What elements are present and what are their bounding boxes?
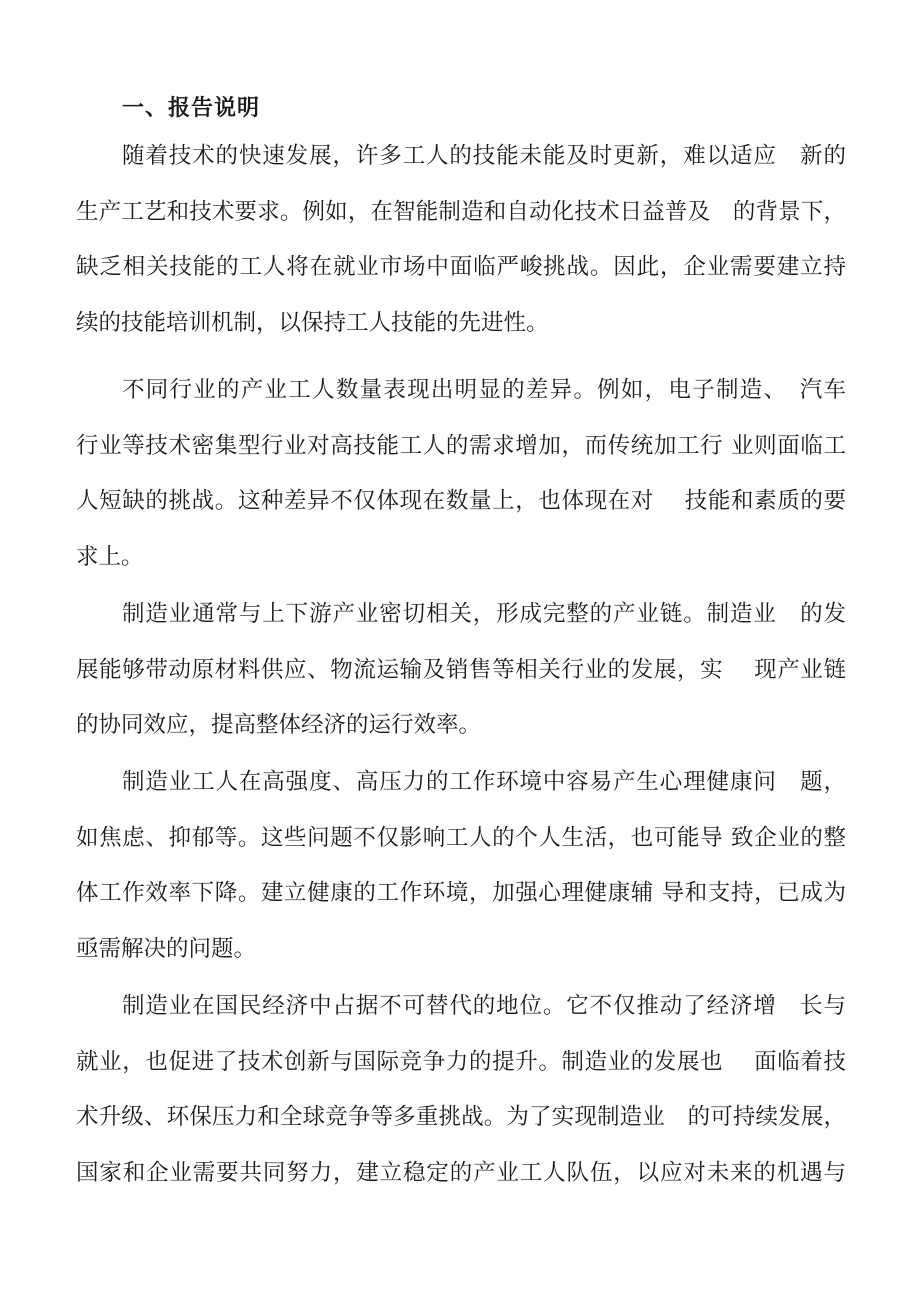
paragraph-line: 体工作效率下降。建立健康的工作环境，加强心理健康辅 导和支持，已成为: [76, 880, 846, 907]
paragraph-line: 制造业工人在高强度、高压力的工作环境中容易产生心理健康问 题，: [122, 769, 846, 795]
paragraph-line: 随着技术的快速发展，许多工人的技能未能及时更新，难以适应 新的: [122, 143, 846, 169]
paragraph-line: 术升级、环保压力和全球竞争等多重挑战。为了实现制造业 的可持续发展，: [76, 1104, 846, 1131]
paragraph-2: [76, 363, 846, 585]
paragraph-line: 人短缺的挑战。这种差异不仅体现在数量上，也体现在对 技能和素质的要: [76, 488, 846, 515]
section-heading: 一、报告说明: [122, 95, 261, 121]
paragraph-line: 行业等技术密集型行业对高技能工人的需求增加，而传统加工行 业则面临工: [76, 432, 846, 459]
paragraph-1: [76, 129, 846, 351]
paragraph-3: [76, 587, 846, 754]
paragraph-line: 续的技能培训机制，以保持工人技能的先进性。: [76, 309, 549, 336]
paragraph-line: 就业，也促进了技术创新与国际竞争力的提升。制造业的发展也 面临着技: [76, 1048, 846, 1075]
paragraph-line: 的协同效应，提高整体经济的运行效率。: [76, 712, 482, 739]
paragraph-line: 亟需解决的问题。: [76, 935, 257, 962]
paragraph-5: [76, 979, 846, 1201]
paragraph-line: 制造业通常与上下游产业密切相关，形成完整的产业链。制造业 的发: [122, 601, 846, 627]
paragraph-line: 生产工艺和技术要求。例如，在智能制造和自动化技术日益普及 的背景下，: [76, 198, 846, 225]
paragraph-line: 如焦虑、抑郁等。这些问题不仅影响工人的个人生活，也可能导 致企业的整: [76, 824, 846, 851]
paragraph-line: 不同行业的产业工人数量表现出明显的差异。例如，电子制造、 汽车: [122, 377, 846, 403]
paragraph-line: 制造业在国民经济中占据不可替代的地位。它不仅推动了经济增 长与: [122, 993, 846, 1019]
paragraph-line: 缺乏相关技能的工人将在就业市场中面临严峻挑战。因此，企业需要建立持: [76, 254, 846, 281]
paragraph-line: 国家和企业需要共同努力，建立稳定的产业工人队伍，以应对未来的机遇与: [76, 1159, 846, 1186]
paragraph-4: [76, 755, 846, 977]
paragraph-line: 展能够带动原材料供应、物流运输及销售等相关行业的发展，实 现产业链: [76, 656, 846, 683]
paragraph-line: 求上。: [76, 543, 144, 570]
